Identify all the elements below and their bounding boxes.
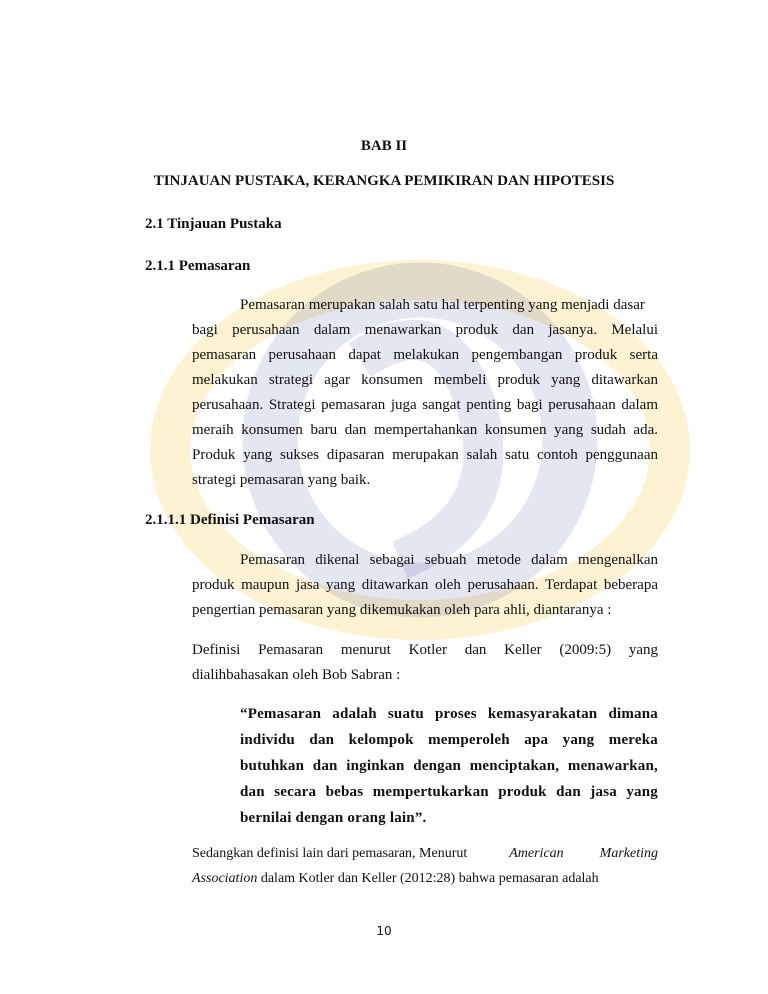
quote-line: butuhkan dan inginkan dengan menciptakan, menawarkan, <box>240 758 658 774</box>
paragraph-italic-text: Association <box>192 871 258 886</box>
paragraph-line: dialihbahasakan oleh Bob Sabran : <box>192 667 401 683</box>
paragraph-line: meraih konsumen baru dan mempertahankan konsumen yang sudah ada. <box>192 422 658 438</box>
paragraph-line <box>192 845 658 863</box>
chapter-number: BAB II <box>360 138 408 154</box>
paragraph-line: Definisi Pemasaran menurut Kotler dan Keller (2009:5) yang <box>192 642 658 658</box>
paragraph-line: melakukan strategi agar konsumen membeli produk yang ditawarkan <box>192 372 658 388</box>
section-heading-2-1-1: 2.1.1 Pemasaran <box>145 258 251 274</box>
quote-line: individu dan kelompok memperoleh apa yang mereka <box>240 732 658 748</box>
paragraph-line: produk maupun jasa yang ditawarkan oleh perusahaan. Terdapat beberapa <box>192 577 658 593</box>
paragraph-text: dalam Kotler dan Keller (2012:28) bahwa pemasaran adalah <box>260 871 599 886</box>
paragraph-text: Sedangkan definisi lain dari pemasaran, Menurut <box>192 846 468 861</box>
paragraph-line: Pemasaran dikenal sebagai sebuah metode dalam mengenalkan <box>240 552 658 568</box>
paragraph-line <box>192 870 599 888</box>
paragraph-line: pemasaran perusahaan dapat melakukan pengembangan produk serta <box>192 347 658 363</box>
section-heading-2-1-1-1: 2.1.1.1 Definisi Pemasaran <box>145 512 315 528</box>
page-number: 10 <box>376 924 392 938</box>
paragraph-line: strategi pemasaran yang baik. <box>192 472 371 488</box>
section-heading-2-1: 2.1 Tinjauan Pustaka <box>145 216 282 232</box>
quote-line: dan secara bebas mempertukarkan produk dan jasa yang <box>240 784 658 800</box>
paragraph-italic-text: Marketing <box>599 846 658 861</box>
paragraph-line: pengertian pemasaran yang dikemukakan oleh para ahli, diantaranya : <box>192 602 612 618</box>
chapter-title: TINJAUAN PUSTAKA, KERANGKA PEMIKIRAN DAN HIPOTESIS <box>153 173 615 189</box>
quote-line: “Pemasaran adalah suatu proses kemasyarakatan dimana <box>240 706 658 722</box>
paragraph-line: Pemasaran merupakan salah satu hal terpenting yang menjadi dasar <box>240 297 645 313</box>
paragraph-line: perusahaan. Strategi pemasaran juga sangat penting bagi perusahaan dalam <box>192 397 658 413</box>
paragraph-line: bagi perusahaan dalam menawarkan produk dan jasanya. Melalui <box>192 322 658 338</box>
paragraph-line: Produk yang sukses dipasaran merupakan salah satu contoh penggunaan <box>192 447 658 463</box>
paragraph-italic-text: American <box>509 846 564 861</box>
quote-line: bernilai dengan orang lain”. <box>240 810 427 826</box>
